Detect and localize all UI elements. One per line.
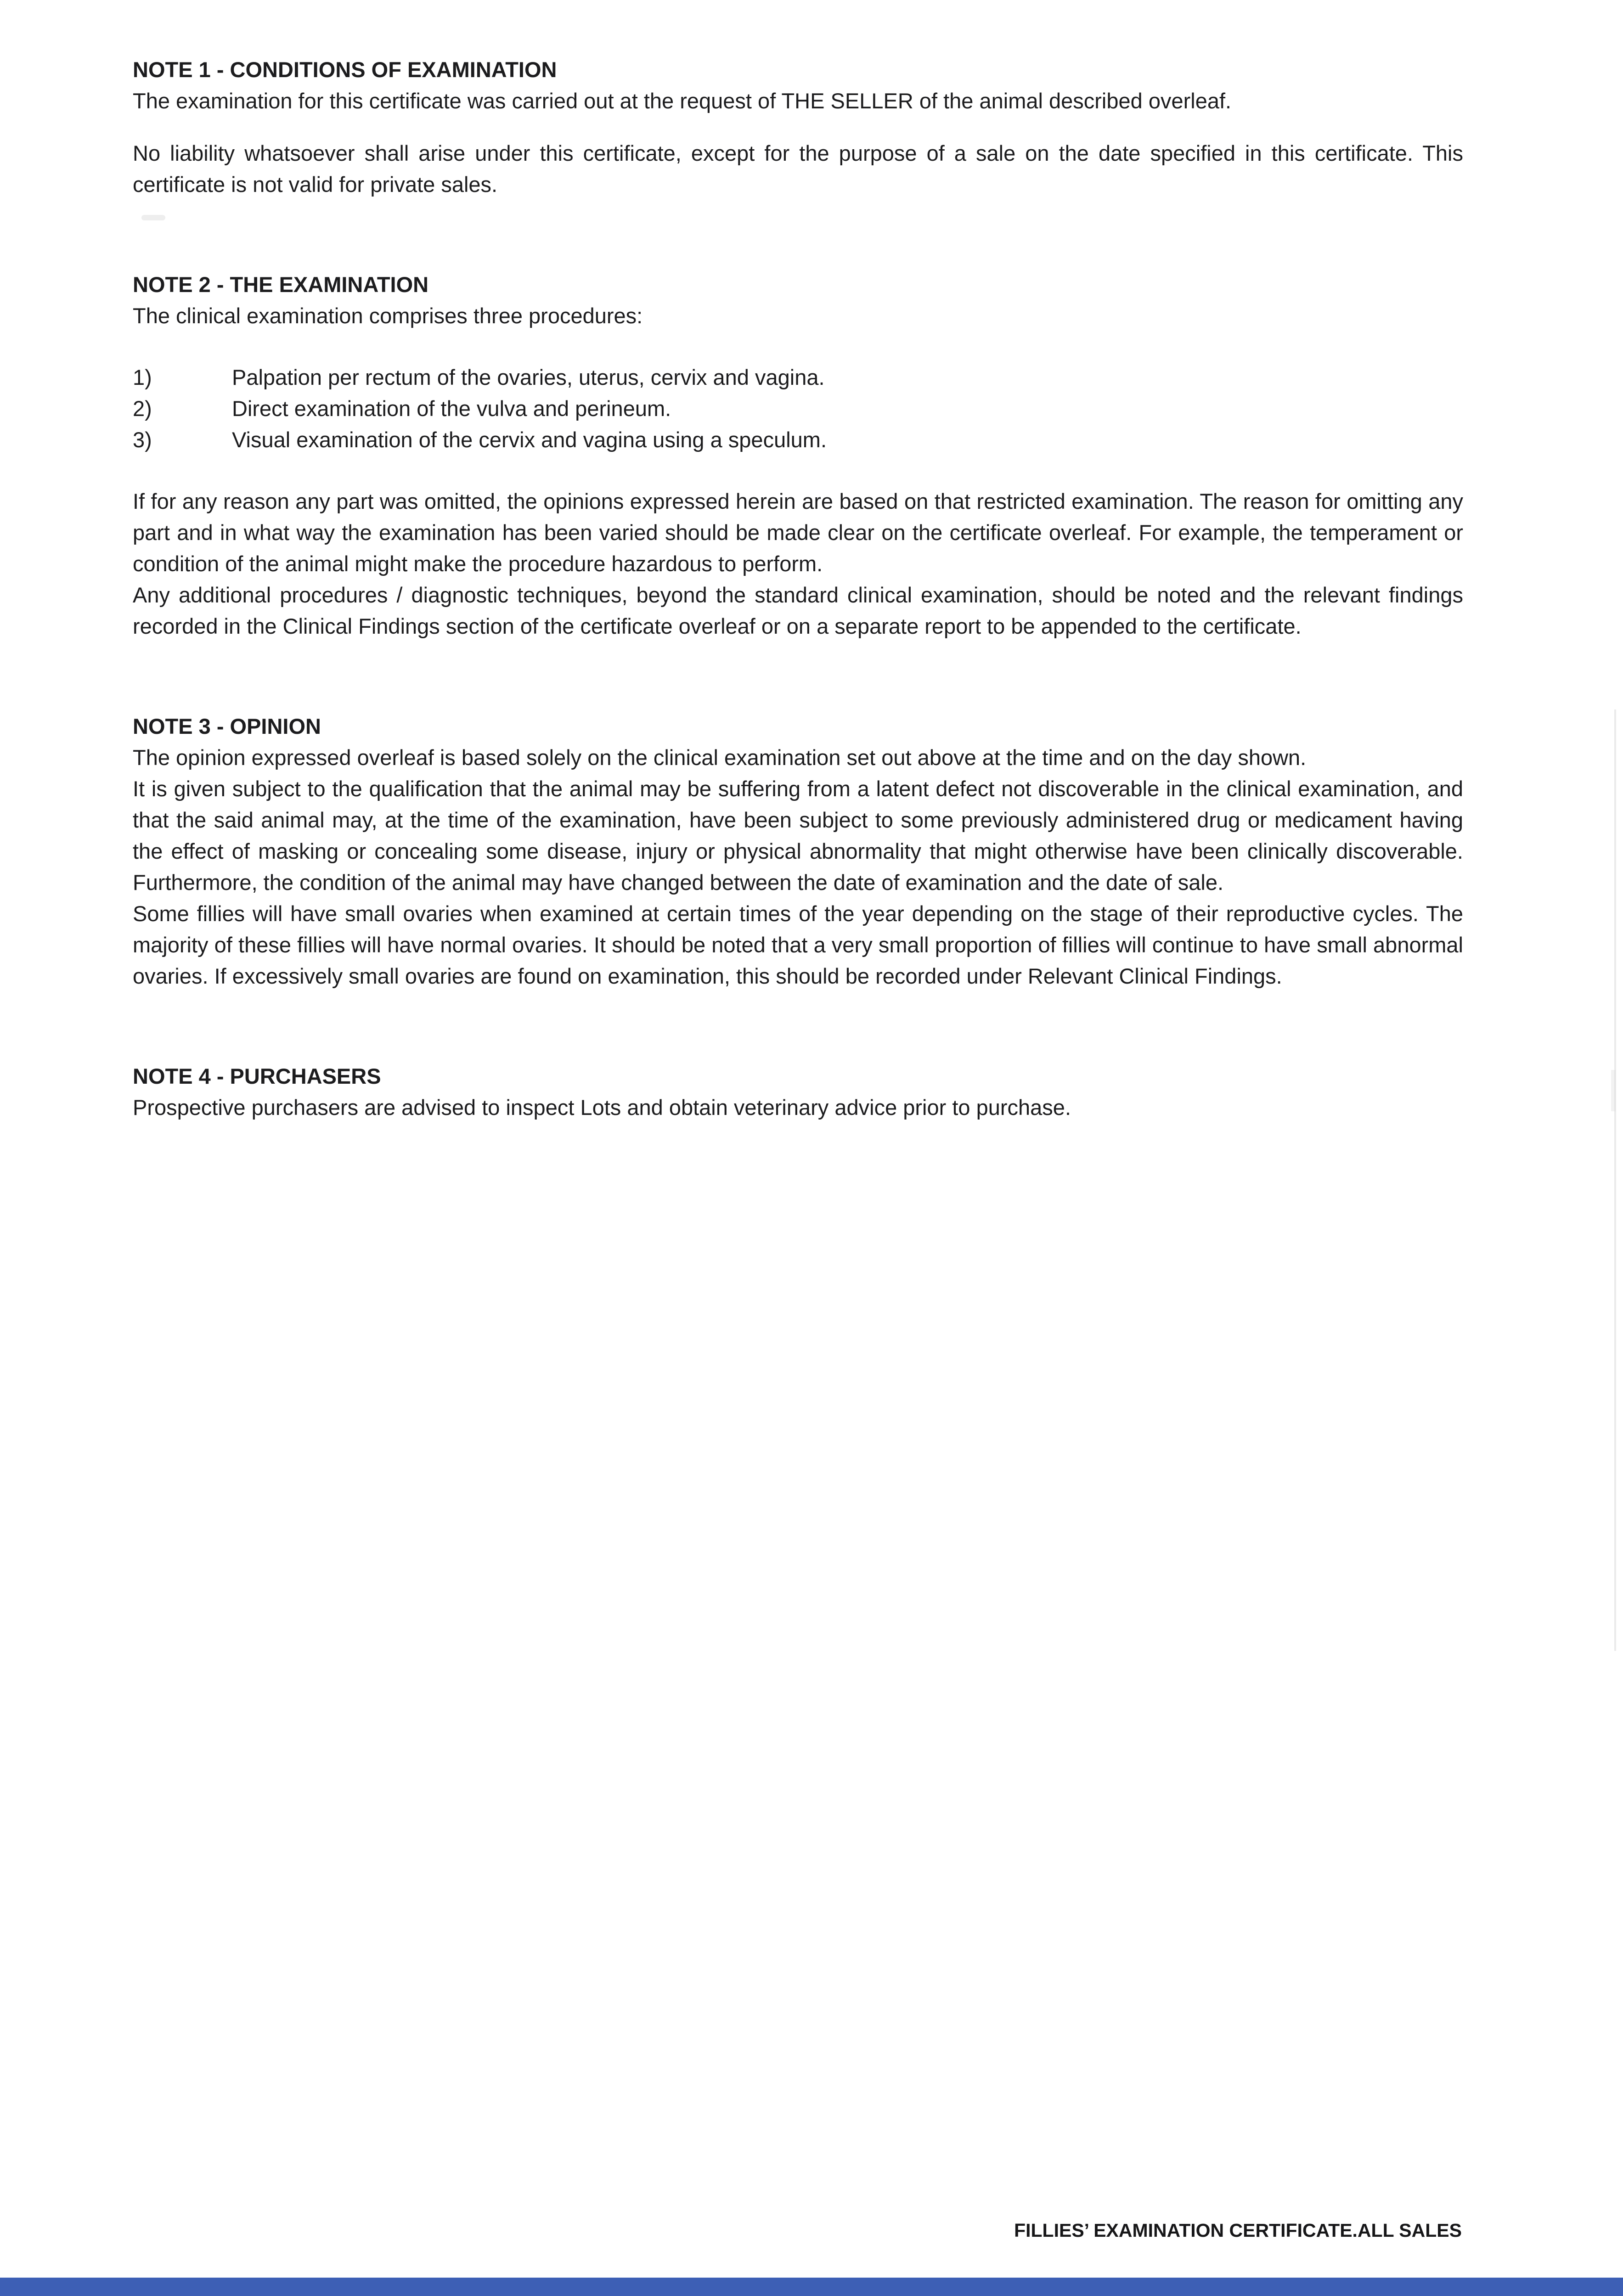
- list-item-text: Palpation per rectum of the ovaries, uterus, cervix and vagina.: [232, 365, 825, 389]
- note-4-heading: NOTE 4 - PURCHASERS: [133, 1064, 381, 1088]
- note-2-paragraph-1: If for any reason any part was omitted, the opinions expressed herein are based on that restricted examination. The reason for omitting any part and in what way the examination has been varied should be made clear on the certificate overleaf. For example, the temperament or condition of the animal might make the procedure hazardous to perform.: [133, 489, 1463, 576]
- scan-artifact: [1614, 709, 1616, 1651]
- note-1-heading: NOTE 1 - CONDITIONS OF EXAMINATION: [133, 57, 557, 82]
- note-3-paragraph-2: It is given subject to the qualification that the animal may be suffering from a latent defect not discoverable in the clinical examination, and that the said animal may, at the time of the examination, have been subject to some previously administered drug or medicament having the effect of masking or concealing some disease, injury or physical abnormality that might otherwise have been clinically discoverable. Furthermore, the condition of the animal may have changed between the date of examination and the date of sale.: [133, 777, 1463, 895]
- procedure-list-item-2: [133, 393, 1463, 424]
- footer-label: FILLIES’ EXAMINATION CERTIFICATE.ALL SALES: [1014, 2220, 1462, 2241]
- note-2-intro: The clinical examination comprises three procedures:: [133, 304, 643, 328]
- list-item-number: 2): [133, 396, 152, 421]
- note-1-section: [133, 54, 1463, 200]
- note-4-paragraph-1: Prospective purchasers are advised to inspect Lots and obtain veterinary advice prior to purchase.: [133, 1095, 1071, 1120]
- document-content: [133, 54, 1463, 1123]
- note-1-paragraph-1: The examination for this certificate was carried out at the request of THE SELLER of the animal described overleaf.: [133, 89, 1232, 113]
- scan-artifact: [1611, 1070, 1616, 1111]
- procedure-list: [133, 362, 1463, 456]
- list-item-number: 3): [133, 428, 152, 452]
- bottom-accent-bar: [0, 2278, 1623, 2296]
- note-4-section: [133, 1061, 1463, 1123]
- note-2-heading: NOTE 2 - THE EXAMINATION: [133, 272, 429, 297]
- list-item-text: Direct examination of the vulva and perineum.: [232, 396, 671, 421]
- procedure-list-item-3: [133, 424, 1463, 456]
- note-1-paragraph-2: No liability whatsoever shall arise under this certificate, except for the purpose of a sale on the date specified in this certificate. This certificate is not valid for private sales.: [133, 141, 1463, 197]
- note-2-paragraph-2: Any additional procedures / diagnostic techniques, beyond the standard clinical examination, should be noted and the relevant findings recorded in the Clinical Findings section of the certificate overleaf or on a separate report to be appended to the certificate.: [133, 583, 1463, 638]
- note-2-section: [133, 269, 1463, 642]
- list-item-text: Visual examination of the cervix and vagina using a speculum.: [232, 428, 827, 452]
- list-item-number: 1): [133, 365, 152, 389]
- note-3-paragraph-3: Some fillies will have small ovaries when examined at certain times of the year depending on the stage of their reproductive cycles. The majority of these fillies will have normal ovaries. It should be noted that a very small proportion of fillies will continue to have small abnormal ovaries. If excessively small ovaries are found on examination, this should be recorded under Relevant Clinical Findings.: [133, 901, 1463, 988]
- procedure-list-item-1: [133, 362, 1463, 393]
- note-3-section: [133, 711, 1463, 992]
- note-3-heading: NOTE 3 - OPINION: [133, 714, 321, 738]
- note-3-paragraph-1: The opinion expressed overleaf is based solely on the clinical examination set out above at the time and on the day shown.: [133, 745, 1307, 770]
